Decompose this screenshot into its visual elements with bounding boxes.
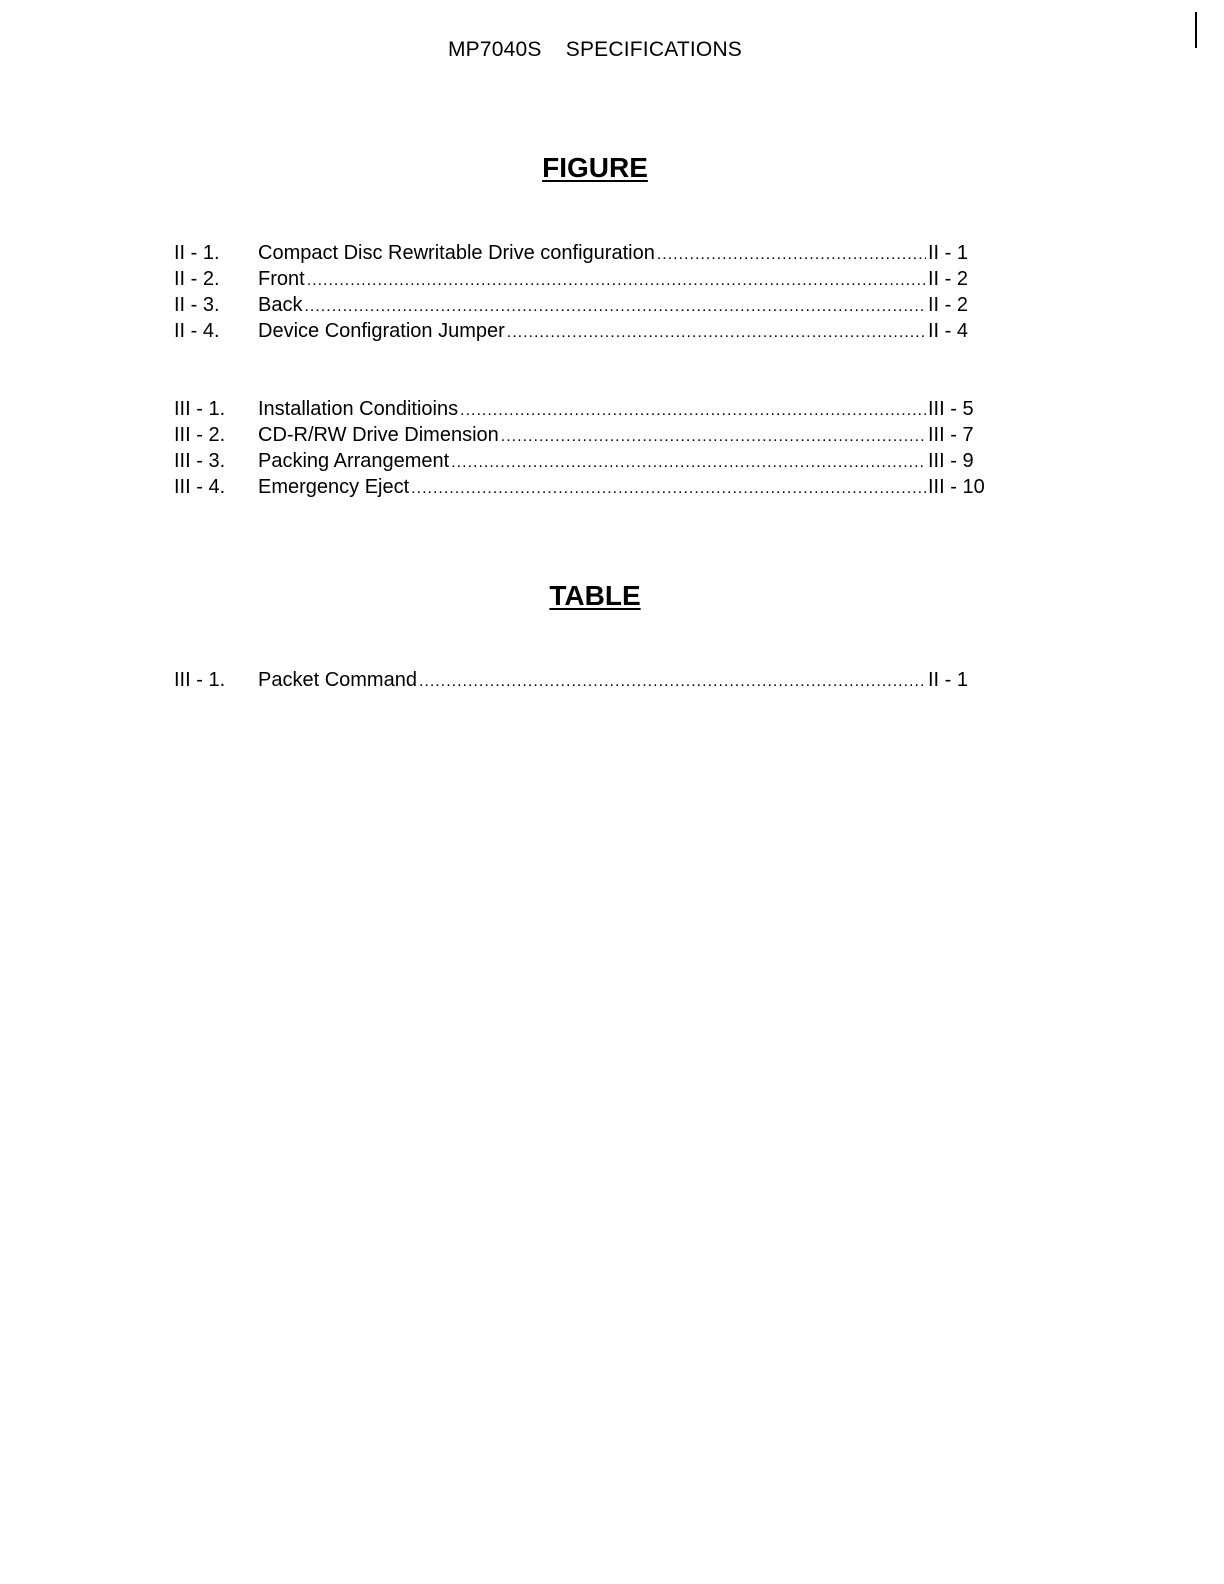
- entry-number: II - 4.: [174, 320, 220, 342]
- entry-title: Back: [258, 294, 303, 316]
- dot-leader: [501, 424, 926, 450]
- document-header: MP7040S SPECIFICATIONS: [447, 38, 743, 61]
- dot-leader: [411, 476, 926, 502]
- toc-entry[interactable]: [174, 318, 994, 344]
- entry-number: II - 1.: [174, 242, 220, 264]
- entry-number: III - 4.: [174, 476, 226, 498]
- entry-page: III - 10: [928, 476, 985, 498]
- figure-list-group-2: [174, 396, 994, 500]
- entry-page: II - 2: [928, 294, 969, 316]
- entry-number: III - 1.: [174, 398, 226, 420]
- entry-title: Compact Disc Rewritable Drive configuration: [258, 242, 655, 264]
- toc-entry[interactable]: [174, 422, 994, 448]
- entry-page: III - 7: [928, 424, 974, 446]
- dot-leader: [657, 242, 926, 268]
- entry-title: Installation Conditioins: [258, 398, 459, 420]
- toc-entry[interactable]: [174, 448, 994, 474]
- entry-title: Front: [258, 268, 305, 290]
- dot-leader: [304, 294, 926, 320]
- entry-title: CD-R/RW Drive Dimension: [258, 424, 499, 446]
- entry-title: Emergency Eject: [258, 476, 410, 498]
- entry-number: II - 2.: [174, 268, 220, 290]
- page-edge-mark: [1195, 12, 1197, 48]
- entry-title: Packing Arrangement: [258, 450, 450, 472]
- entry-number: III - 1.: [174, 669, 226, 691]
- toc-entry[interactable]: [174, 240, 994, 266]
- toc-entry[interactable]: [174, 474, 994, 500]
- dot-leader: [451, 450, 926, 476]
- figure-heading: FIGURE: [542, 152, 648, 183]
- entry-title: Device Configration Jumper: [258, 320, 505, 342]
- entry-page: III - 5: [928, 398, 974, 420]
- toc-entry[interactable]: [174, 292, 994, 318]
- entry-page: III - 9: [928, 450, 974, 472]
- toc-entry[interactable]: [174, 266, 994, 292]
- entry-number: II - 3.: [174, 294, 220, 316]
- toc-entry[interactable]: [174, 667, 994, 693]
- dot-leader: [307, 268, 926, 294]
- entry-number: III - 2.: [174, 424, 226, 446]
- entry-page: II - 4: [928, 320, 969, 342]
- entry-number: III - 3.: [174, 450, 226, 472]
- entry-title: Packet Command: [258, 669, 417, 691]
- table-heading: TABLE: [549, 580, 641, 611]
- dot-leader: [507, 320, 926, 346]
- dot-leader: [460, 398, 926, 424]
- figure-list-group-1: [174, 240, 994, 344]
- toc-entry[interactable]: [174, 396, 994, 422]
- entry-page: II - 1: [928, 669, 969, 691]
- entry-page: II - 1: [928, 242, 969, 264]
- entry-page: II - 2: [928, 268, 969, 290]
- dot-leader: [419, 669, 926, 695]
- table-list: [174, 667, 994, 693]
